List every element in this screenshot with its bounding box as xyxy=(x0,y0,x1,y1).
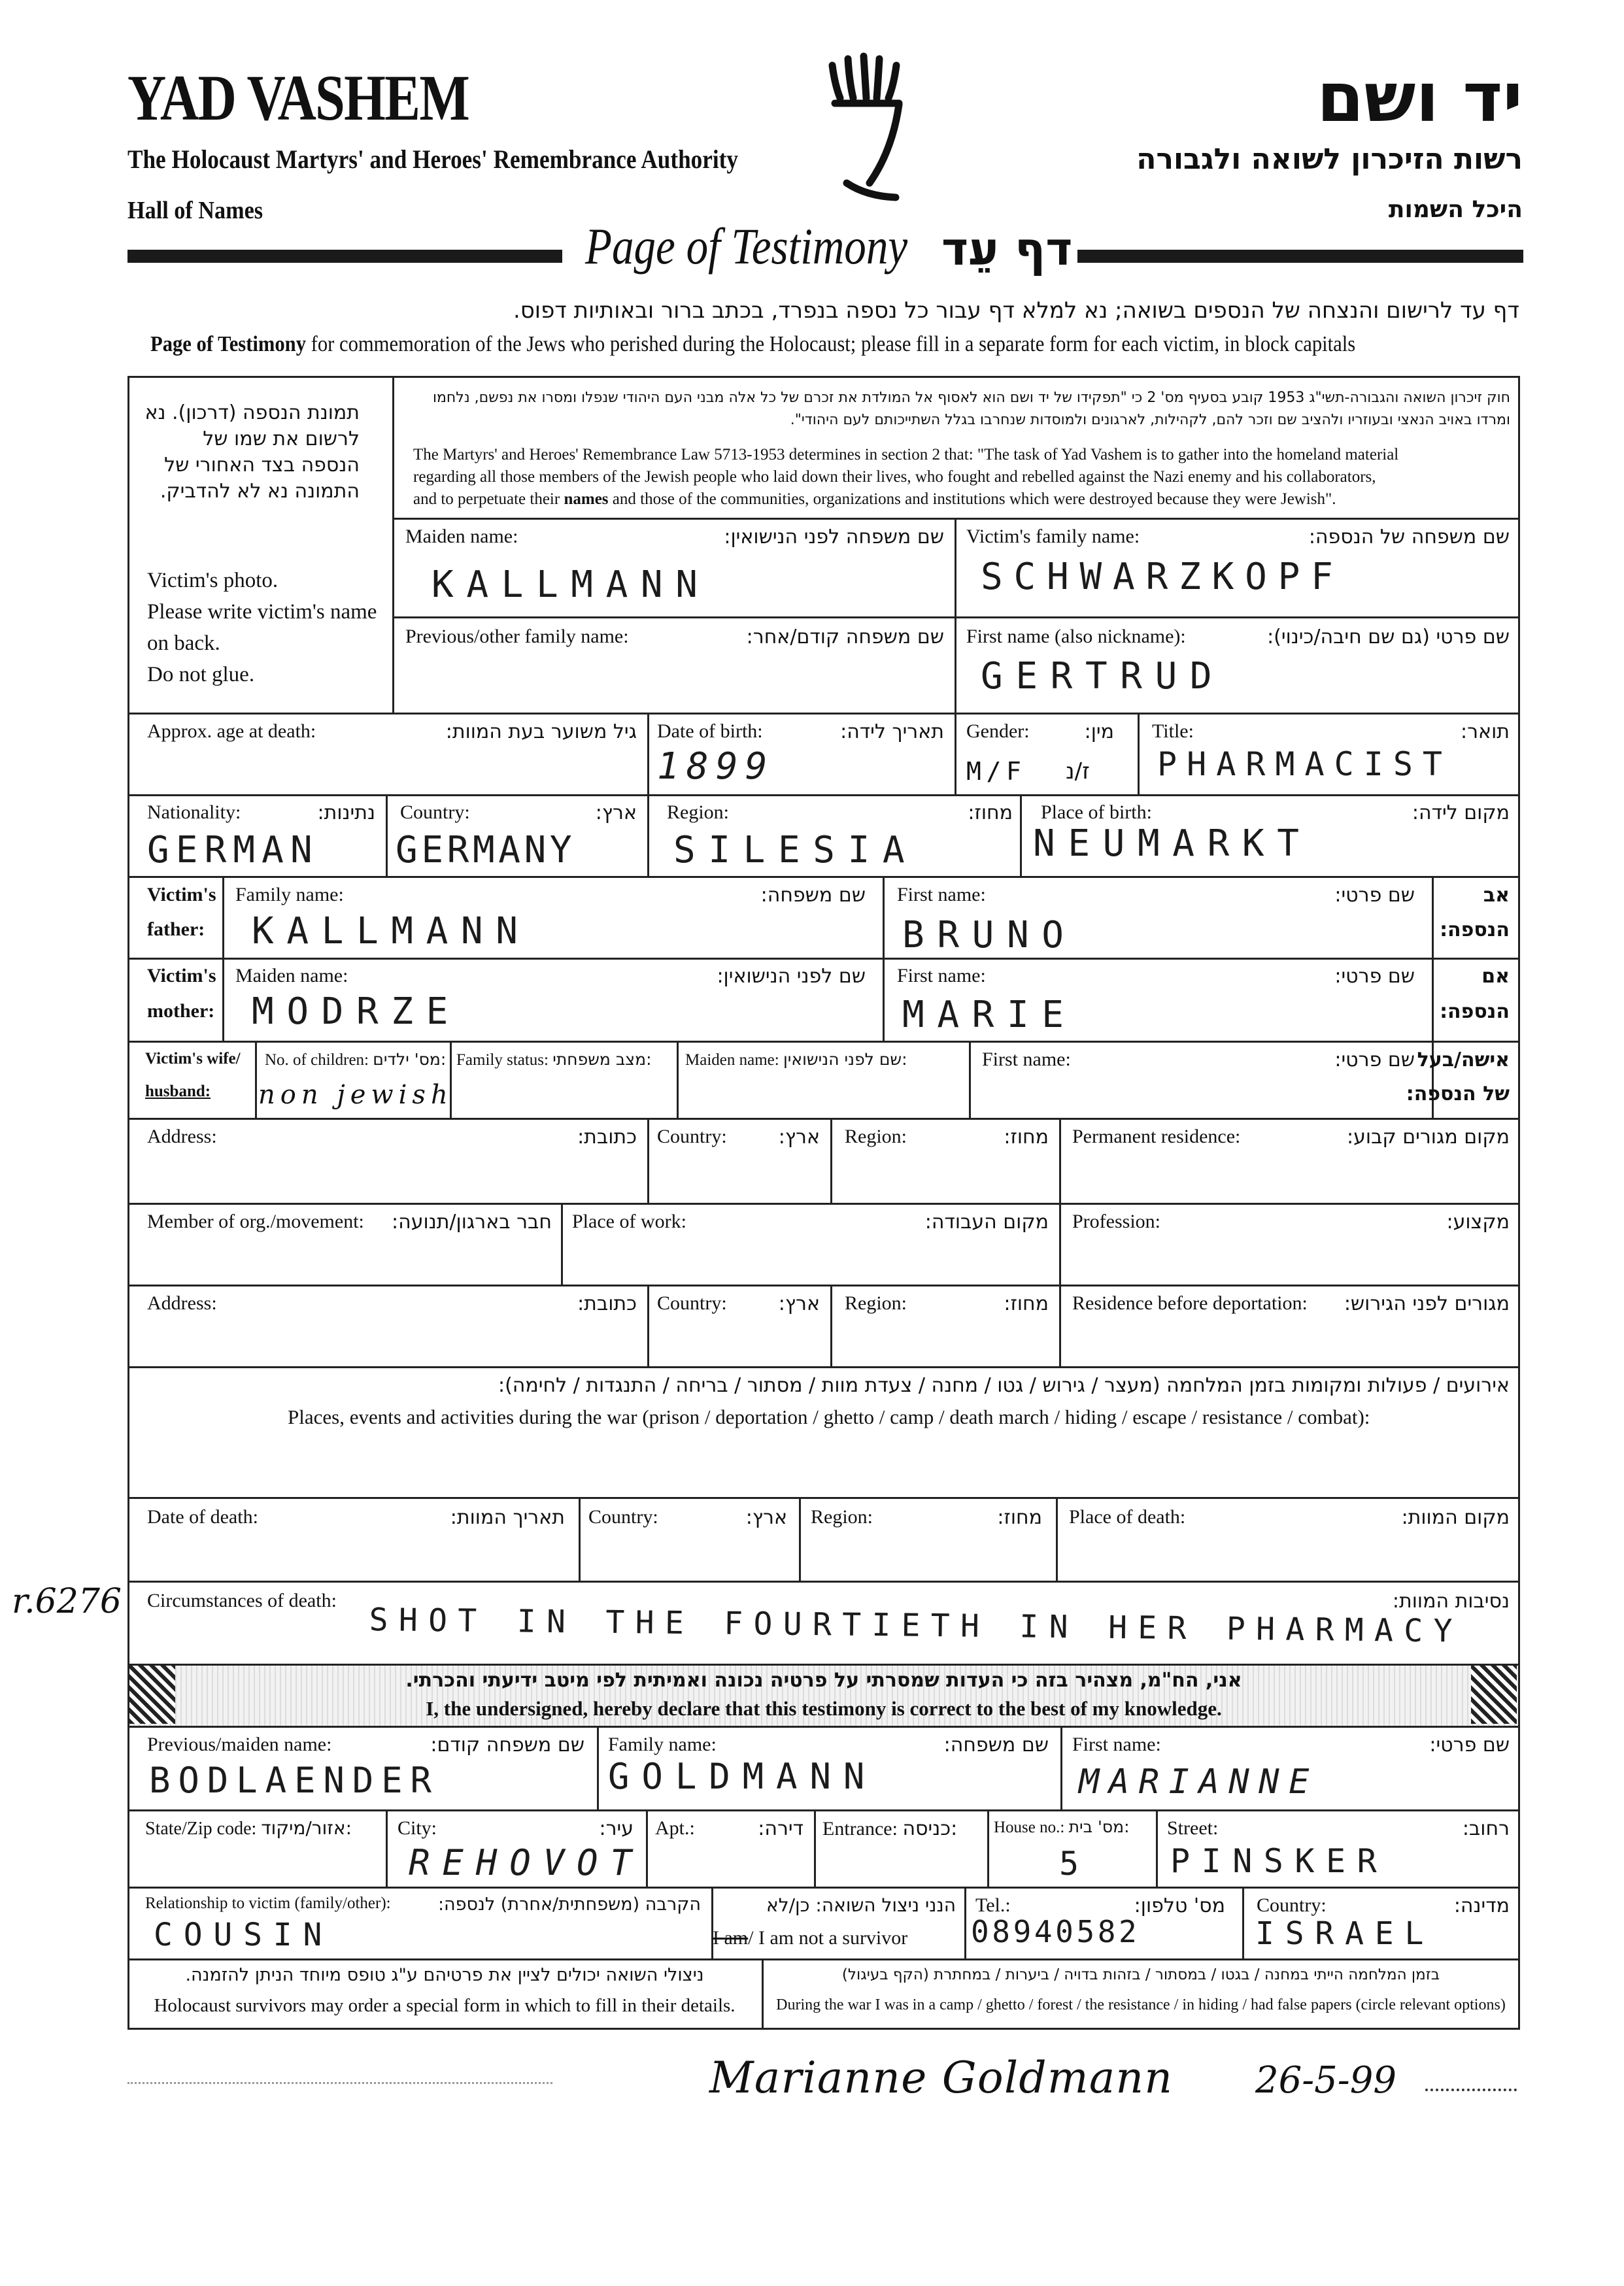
org-name: YAD VASHEM xyxy=(127,61,469,134)
perm-res-label-he: מקום מגורים קבוע: xyxy=(1347,1126,1510,1149)
prev-family-label-he: שם משפחה קודם/אחר: xyxy=(746,626,944,648)
row-line xyxy=(127,876,1520,878)
tel-label: Tel.: xyxy=(975,1894,1011,1916)
street-value[interactable]: PINSKER xyxy=(1170,1842,1389,1880)
footer-left-en: Holocaust survivors may order a special form in which to fill in their details. xyxy=(154,1995,736,2016)
row-line xyxy=(127,1497,1520,1499)
sub-country-label-he: מדינה: xyxy=(1453,1894,1510,1917)
res-region-label-he: מחוז: xyxy=(1004,1126,1049,1149)
mother-maiden-label: Maiden name: xyxy=(235,965,348,986)
nationality-label-he: נתינות: xyxy=(317,801,375,824)
row-line xyxy=(127,1118,1520,1120)
signature-dash-left xyxy=(127,2082,552,2084)
death-place-label-he: מקום המוות: xyxy=(1401,1506,1510,1529)
res-country-label-he: ארץ: xyxy=(778,1126,820,1149)
declaration-pattern-right xyxy=(1471,1666,1517,1724)
signature-date[interactable]: 26-5-99 xyxy=(1255,2059,1396,2102)
first-name-label: First name (also nickname): xyxy=(966,626,1186,647)
status-label-he: מצב משפחתי: xyxy=(552,1050,652,1069)
tel-label-he: מס' טלפון: xyxy=(1134,1894,1225,1917)
dob-value[interactable]: 1899 xyxy=(657,745,775,788)
country-label-he: ארץ: xyxy=(595,801,637,824)
circ-value[interactable]: SHOT IN THE FOURTIETH IN HER PHARMACY xyxy=(369,1602,1464,1650)
law-text-en-1: The Martyrs' and Heroes' Remembrance Law 5713-1953 determines in section 2 that: "The task of Yad Vashem is to gather into the homeland material xyxy=(413,446,1399,463)
survivor-label-he: הנני ניצול השואה: כן/לא xyxy=(766,1894,956,1916)
col-line xyxy=(830,1118,832,1203)
death-country-label: Country: xyxy=(588,1506,658,1528)
instruction-en xyxy=(150,332,1355,357)
zip-label xyxy=(145,1817,352,1840)
death-date-label-he: תאריך המוות: xyxy=(450,1506,565,1529)
mother-first-label: First name: xyxy=(897,965,986,986)
tel-value[interactable]: 08940582 xyxy=(971,1914,1140,1949)
address-label-he: כתובת: xyxy=(577,1126,637,1149)
col-line xyxy=(646,1809,648,1887)
res2-country-label: Country: xyxy=(657,1292,727,1314)
mother-side-label-2: mother: xyxy=(147,1000,215,1022)
form-title: Page of Testimony xyxy=(585,218,908,275)
mother-maiden-label-he: שם לפני הנישואין: xyxy=(717,965,866,988)
res2-region-label: Region: xyxy=(845,1292,907,1314)
col-line xyxy=(1138,713,1140,794)
gender-label-he: מין: xyxy=(1084,720,1114,743)
status-label-en: Family status: xyxy=(456,1051,549,1069)
declaration-en: I, the undersigned, hereby declare that this testimony is correct to the best of my knowledge. xyxy=(426,1697,1222,1720)
org-name-he: יד ושם xyxy=(1317,58,1523,137)
col-line xyxy=(762,1958,764,2030)
law-text-he: חוק זיכרון השואה והגבורה-תשי"ג 1953 קובע בסעיף מס' 2 כי "תפקידו של יד ושם הוא לאסוף אל המולדת את זכרם של כל אלה מבני העם היהודי שנפלו ומסרו את נפשם, נלחמו ומרדו באויב הנאצי ובעוזריו ולהציב שם וזכר להם, לקהילות, לארגונים ולמוסדות שנחרבו בגלל השתייכותם לעם היהודי". xyxy=(433,390,1510,428)
title-bar-left xyxy=(127,250,562,263)
title-value[interactable]: PHARMACIST xyxy=(1157,745,1453,783)
dob-label-he: תאריך לידה: xyxy=(840,720,944,743)
law-text-en-3 xyxy=(413,490,1336,509)
street-label-he: רחוב: xyxy=(1462,1817,1510,1840)
death-country-label-he: ארץ: xyxy=(745,1506,787,1529)
rel-value[interactable]: COUSIN xyxy=(154,1917,333,1953)
pob-value[interactable]: NEUMARKT xyxy=(1033,822,1312,865)
row-line xyxy=(127,1809,1520,1811)
col-line xyxy=(647,713,649,794)
age-label: Approx. age at death: xyxy=(147,720,316,742)
spouse-maiden-label xyxy=(685,1050,907,1069)
children-label-he: מס' ילדים: xyxy=(373,1050,447,1069)
dob-label: Date of birth: xyxy=(657,720,763,742)
row-line xyxy=(392,616,1520,618)
spouse-side-label-2: husband: xyxy=(145,1083,211,1100)
spouse-side-label-he-2: של הנספה: xyxy=(1406,1083,1510,1105)
title-bar-right xyxy=(1077,250,1523,263)
sub-country-label: Country: xyxy=(1257,1894,1327,1916)
survivor-choice[interactable] xyxy=(713,1927,907,1949)
nationality-value[interactable]: GERMAN xyxy=(147,829,319,871)
row-line xyxy=(127,1664,1520,1666)
house-label-en: House no.: xyxy=(994,1819,1065,1836)
instruction-he: דף עד לרישום והנצחה של הנספים בשואה; נא למלא דף עבור כל נספה בנפרד, בכתב ברור ובאותיות דפוס. xyxy=(513,297,1519,324)
col-line xyxy=(955,713,956,794)
form-title-he: דף עֵד xyxy=(941,222,1073,276)
law-text-en-3b: names xyxy=(564,490,609,508)
profession-label-he: מקצוע: xyxy=(1446,1211,1510,1234)
survivor-rest: / I am not a survivor xyxy=(748,1927,908,1949)
spouse-first-label: First name: xyxy=(982,1049,1071,1070)
row-line xyxy=(127,1581,1520,1583)
age-label-he: גיל משוער בעת המוות: xyxy=(445,720,637,743)
death-region-label-he: מחוז: xyxy=(997,1506,1042,1529)
prev-family-label: Previous/other family name: xyxy=(405,626,629,647)
rel-label-he: הקרבה (משפחתית/אחרת) לנספה: xyxy=(437,1894,701,1915)
row-line xyxy=(127,1285,1520,1286)
region-label: Region: xyxy=(667,801,729,823)
events-label-he: אירועים / פעולות ומקומות בזמן המלחמה (מעצר / גירוש / גטו / מחנה / צעדת מוות / מסתור / בריחה / התנגדות / לחימה): xyxy=(498,1374,1510,1397)
mother-side-label-he-1: אם xyxy=(1481,965,1510,988)
father-family-value[interactable]: KALLMANN xyxy=(252,910,531,952)
region-value[interactable]: SILESIA xyxy=(673,829,918,871)
sub-country-value[interactable]: ISRAEL xyxy=(1255,1915,1435,1952)
gender-value[interactable]: M/F xyxy=(966,757,1026,786)
row-line xyxy=(127,1887,1520,1889)
sub-first-label-he: שם פרטי: xyxy=(1429,1734,1510,1757)
col-line xyxy=(955,518,956,713)
instruction-en-rest: for commemoration of the Jews who perished during the Holocaust; please fill in a separate form for each victim, in block capitals xyxy=(311,332,1356,356)
row-line xyxy=(127,794,1520,796)
col-line xyxy=(579,1497,581,1581)
work-label-he: מקום העבודה: xyxy=(924,1211,1049,1234)
col-line xyxy=(386,794,388,876)
city-label: City: xyxy=(398,1817,437,1839)
entrance-label-he: כניסה: xyxy=(902,1817,958,1840)
father-side-label-he-2: הנספה: xyxy=(1440,918,1510,941)
photo-instructions-he: תמונת הנספה (דרכון). נא לרשום את שמו של הנספה בצד האחורי של התמונה נא לא להדביק. xyxy=(144,401,360,503)
photo-instr-3: on back. xyxy=(147,631,220,655)
country-value[interactable]: GERMANY xyxy=(396,829,576,871)
street-label: Street: xyxy=(1167,1817,1219,1839)
region-label-he: מחוז: xyxy=(968,801,1013,824)
row-line xyxy=(127,713,1520,714)
signature-dash-right xyxy=(1425,2089,1517,2091)
col-line xyxy=(1020,794,1022,876)
before-deport-label: Residence before deportation: xyxy=(1072,1292,1308,1314)
col-line xyxy=(561,1203,563,1285)
margin-note: r.6276 xyxy=(12,1582,122,1621)
father-first-label: First name: xyxy=(897,884,986,905)
member-label: Member of org./movement: xyxy=(147,1211,364,1232)
photo-instr-2: Please write victim's name xyxy=(147,600,377,624)
family-name-label: Victim's family name: xyxy=(966,526,1140,547)
spouse-maiden-label-en: Maiden name: xyxy=(685,1051,779,1069)
spouse-first-label-he: שם פרטי: xyxy=(1334,1049,1415,1071)
col-line xyxy=(799,1497,801,1581)
col-line xyxy=(1056,1497,1058,1581)
col-line xyxy=(255,1041,257,1118)
col-line xyxy=(987,1809,989,1887)
address2-label-he: כתובת: xyxy=(577,1292,637,1315)
zip-label-en: State/Zip code: xyxy=(145,1819,257,1839)
footer-left-he: ניצולי השואה יכולים לציין את פרטיהם ע"ג טופס מיוחד הניתן להזמנה. xyxy=(185,1965,704,1985)
declaration-he: אני, הח"מ, מצהיר בזה כי העדות שמסרתי על פרטיה נכונה ואמיתית לפי מיטב ידיעתי והכרתי. xyxy=(405,1669,1242,1692)
death-date-label: Date of death: xyxy=(147,1506,258,1528)
col-line xyxy=(597,1726,599,1809)
member-label-he: חבר בארגון/תנועה: xyxy=(392,1211,552,1234)
events-label-en: Places, events and activities during the war (prison / deportation / ghetto / camp / death march / hiding / escape / resistance / combat): xyxy=(288,1405,1370,1428)
mother-side-label-he-2: הנספה: xyxy=(1440,1000,1510,1023)
law-text-en-2: regarding all those members of the Jewish people who laid down their lives, who fought and rebelled against the Nazi enemy and his collaborators, xyxy=(413,468,1376,486)
maiden-name-label-he: שם משפחה לפני הנישואין: xyxy=(724,526,944,548)
col-line xyxy=(677,1041,679,1118)
children-label xyxy=(265,1050,446,1069)
row-line xyxy=(127,1366,1520,1368)
death-place-label: Place of death: xyxy=(1069,1506,1186,1528)
city-label-he: עיר: xyxy=(599,1817,634,1840)
col-line xyxy=(1059,1118,1061,1203)
pob-label-he: מקום לידה: xyxy=(1412,801,1510,824)
first-name-label-he: שם פרטי (גם שם חיבה/כינוי): xyxy=(1267,626,1510,648)
death-region-label: Region: xyxy=(811,1506,873,1528)
col-line xyxy=(814,1809,816,1887)
title-label: Title: xyxy=(1152,720,1194,742)
house-label-he: מס' בית: xyxy=(1068,1817,1130,1836)
circ-label: Circumstances of death: xyxy=(147,1590,337,1611)
res2-country-label-he: ארץ: xyxy=(778,1292,820,1315)
sub-prev-value[interactable]: BODLAENDER xyxy=(149,1760,439,1801)
sub-first-value[interactable]: MARIANNE xyxy=(1079,1762,1319,1802)
res-country-label: Country: xyxy=(657,1126,727,1147)
gender-options-he: ז/נ xyxy=(1066,758,1090,784)
row-line xyxy=(127,1041,1520,1043)
col-line xyxy=(647,794,649,876)
address2-label: Address: xyxy=(147,1292,217,1314)
rel-label: Relationship to victim (family/other): xyxy=(145,1894,391,1912)
sub-family-label-he: שם משפחה: xyxy=(943,1734,1049,1757)
gender-label: Gender: xyxy=(966,720,1030,742)
law-text-en-3a: and to perpetuate their xyxy=(413,490,560,508)
col-line xyxy=(1060,1726,1062,1809)
before-deport-label-he: מגורים לפני הגירוש: xyxy=(1344,1292,1510,1315)
entrance-label-en: Entrance: xyxy=(822,1818,898,1840)
apt-label-he: דירה: xyxy=(758,1817,804,1840)
col-line xyxy=(647,1285,649,1366)
res2-region-label-he: מחוז: xyxy=(1004,1292,1049,1315)
sub-first-label: First name: xyxy=(1072,1734,1161,1755)
zip-label-he: אזור/מיקוד: xyxy=(261,1817,352,1839)
father-side-label-1: Victim's xyxy=(147,884,216,905)
row-line xyxy=(127,1203,1520,1205)
spouse-side-label-1: Victim's wife/ xyxy=(145,1050,241,1067)
yad-vashem-logo-icon xyxy=(820,52,912,216)
hall-of-names: Hall of Names xyxy=(127,197,263,224)
title-label-he: תואר: xyxy=(1461,720,1510,743)
status-label xyxy=(456,1050,652,1069)
spouse-maiden-label-he: שם לפני הנישואין: xyxy=(783,1050,907,1069)
col-line xyxy=(830,1285,832,1366)
res-region-label: Region: xyxy=(845,1126,907,1147)
sub-prev-label: Previous/maiden name: xyxy=(147,1734,332,1755)
sub-family-value[interactable]: GOLDMANN xyxy=(608,1756,877,1797)
mother-first-value[interactable]: MARIE xyxy=(902,994,1077,1036)
family-name-value[interactable]: SCHWARZKOPF xyxy=(981,556,1344,598)
maiden-name-value[interactable]: KALLMANN xyxy=(431,563,711,606)
mother-maiden-value[interactable]: MODRZE xyxy=(252,990,461,1033)
photo-instr-1: Victim's photo. xyxy=(147,569,279,592)
footer-right-en: During the war I was in a camp / ghetto / forest / the resistance / in hiding / had false papers (circle relevant options) xyxy=(776,1996,1506,2013)
photo-box-divider xyxy=(392,376,394,713)
city-value[interactable]: REHOVOT xyxy=(409,1842,644,1883)
mother-first-label-he: שם פרטי: xyxy=(1334,965,1415,988)
col-line xyxy=(964,1887,966,1958)
father-first-value[interactable]: BRUNO xyxy=(902,914,1077,956)
col-line xyxy=(1432,876,1434,1118)
nationality-label: Nationality: xyxy=(147,801,241,823)
instruction-en-bold: Page of Testimony xyxy=(150,332,307,356)
children-label-en: No. of children: xyxy=(265,1051,369,1069)
photo-instr-4: Do not glue. xyxy=(147,663,255,686)
declaration-pattern-left xyxy=(129,1666,175,1724)
pob-label: Place of birth: xyxy=(1041,801,1152,823)
row-line xyxy=(127,1726,1520,1728)
family-name-label-he: שם משפחה של הנספה: xyxy=(1308,526,1510,548)
hall-of-names-he: היכל השמות xyxy=(1388,196,1523,223)
maiden-name-label: Maiden name: xyxy=(405,526,518,547)
col-line xyxy=(1156,1809,1158,1887)
col-line xyxy=(969,1041,971,1118)
circ-label-he: נסיבות המוות: xyxy=(1392,1590,1510,1613)
profession-label: Profession: xyxy=(1072,1211,1160,1232)
signature[interactable]: Marianne Goldmann xyxy=(709,2053,1174,2103)
house-value[interactable]: 5 xyxy=(1059,1845,1091,1883)
authority-name: The Holocaust Martyrs' and Heroes' Remembrance Authority xyxy=(127,144,738,174)
father-side-label-2: father: xyxy=(147,918,205,940)
sub-prev-label-he: שם משפחה קודם: xyxy=(430,1734,584,1757)
authority-name-he: רשות הזיכרון לשואה ולגבורה xyxy=(1136,143,1523,176)
col-line xyxy=(1059,1203,1061,1285)
row-line xyxy=(127,958,1520,960)
father-family-label: Family name: xyxy=(235,884,344,905)
apt-label: Apt.: xyxy=(655,1817,695,1839)
work-label: Place of work: xyxy=(572,1211,686,1232)
col-line xyxy=(1242,1887,1244,1958)
mother-side-label-1: Victim's xyxy=(147,965,216,986)
col-line xyxy=(647,1118,649,1203)
address-label: Address: xyxy=(147,1126,217,1147)
col-line xyxy=(386,1809,388,1887)
survivor-struck: I am xyxy=(713,1927,749,1949)
father-first-label-he: שם פרטי: xyxy=(1334,884,1415,907)
father-side-label-he-1: אב xyxy=(1483,884,1510,907)
spouse-side-label-he-1: אישה/בעל xyxy=(1417,1049,1510,1071)
entrance-label xyxy=(822,1817,957,1840)
father-family-label-he: שם משפחה: xyxy=(760,884,866,907)
perm-res-label: Permanent residence: xyxy=(1072,1126,1241,1147)
col-line xyxy=(1059,1285,1061,1366)
status-value[interactable]: non jewish xyxy=(258,1080,453,1110)
first-name-value[interactable]: GERTRUD xyxy=(981,655,1225,698)
law-text-en-3c: and those of the communities, organizations and institutions which were destroyed because they were Jewish". xyxy=(612,490,1336,508)
house-label xyxy=(994,1817,1130,1837)
country-label: Country: xyxy=(400,801,470,823)
footer-right-he: בזמן המלחמה הייתי במחנה / בגטו / במסתור / בזהות בדויה / ביערות / במחתרת (הקף בעיגול) xyxy=(841,1966,1440,1983)
row-line xyxy=(127,1958,1520,1960)
sub-family-label: Family name: xyxy=(608,1734,717,1755)
